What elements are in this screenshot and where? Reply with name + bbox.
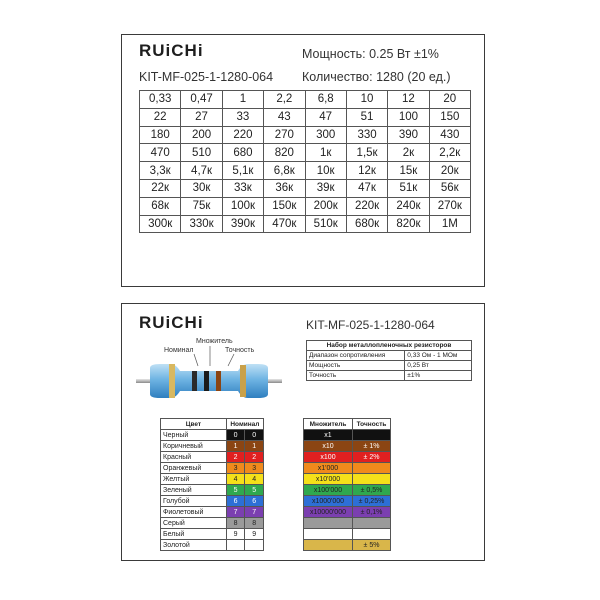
value-cell: 39к <box>305 179 346 197</box>
color-digit <box>245 540 264 551</box>
quantity: Количество: 1280 (20 ед.) <box>302 70 451 84</box>
values-row <box>140 108 471 126</box>
value-cell: 270к <box>429 197 470 215</box>
info-value: 0,33 Ом - 1 МОм <box>405 351 472 361</box>
tolerance-value <box>353 463 391 474</box>
color-name: Оранжевый <box>161 463 227 474</box>
band-1 <box>169 364 175 398</box>
color-name: Белый <box>161 529 227 540</box>
color-row <box>161 463 264 474</box>
value-cell: 20 <box>429 91 470 109</box>
value-cell: 150к <box>264 197 305 215</box>
multiplier-value: x10 <box>304 441 353 452</box>
color-table-header <box>161 419 264 430</box>
value-cell: 200 <box>181 126 222 144</box>
mult-row <box>304 441 391 452</box>
value-cell: 6,8к <box>264 162 305 180</box>
tolerance-value: ± 5% <box>353 540 391 551</box>
value-cell: 180 <box>140 126 181 144</box>
multiplier-value: x1 <box>304 430 353 441</box>
color-digit: 8 <box>226 518 245 529</box>
tolerance-value: ± 2% <box>353 452 391 463</box>
brand-logo-2: RUiCHi <box>139 313 204 332</box>
mult-row <box>304 430 391 441</box>
color-row <box>161 485 264 496</box>
color-name: Коричневый <box>161 441 227 452</box>
color-digit: 1 <box>245 441 264 452</box>
values-row <box>140 126 471 144</box>
value-cell: 47к <box>346 179 387 197</box>
value-cell: 68к <box>140 197 181 215</box>
info-label: Диапазон сопротивления <box>307 351 405 361</box>
value-cell: 22 <box>140 108 181 126</box>
value-cell: 300 <box>305 126 346 144</box>
value-cell: 36к <box>264 179 305 197</box>
brand-logo: RUiCHi <box>139 41 204 60</box>
value-cell: 27 <box>181 108 222 126</box>
info-value: 0,25 Вт <box>405 361 472 371</box>
tolerance-label: Точность <box>225 347 255 354</box>
mult-row <box>304 529 391 540</box>
power-rating: Мощность: 0.25 Вт ±1% <box>302 47 439 61</box>
mult-row <box>304 540 391 551</box>
values-row <box>140 162 471 180</box>
value-cell: 75к <box>181 197 222 215</box>
value-cell: 30к <box>181 179 222 197</box>
mult-row <box>304 463 391 474</box>
value-cell: 470 <box>140 144 181 162</box>
value-cell: 470к <box>264 215 305 233</box>
value-cell: 15к <box>388 162 429 180</box>
color-name: Голубой <box>161 496 227 507</box>
values-row <box>140 91 471 109</box>
color-digit: 0 <box>245 430 264 441</box>
value-cell: 220 <box>222 126 263 144</box>
color-digit: 3 <box>245 463 264 474</box>
value-cell: 680 <box>222 144 263 162</box>
band-5 <box>240 365 246 397</box>
value-cell: 330к <box>181 215 222 233</box>
value-cell: 3,3к <box>140 162 181 180</box>
color-digit: 8 <box>245 518 264 529</box>
value-cell: 820 <box>264 144 305 162</box>
values-row <box>140 215 471 233</box>
value-cell: 240к <box>388 197 429 215</box>
value-cell: 47 <box>305 108 346 126</box>
color-row <box>161 474 264 485</box>
value-cell: 330 <box>346 126 387 144</box>
value-cell: 430 <box>429 126 470 144</box>
value-cell: 51к <box>388 179 429 197</box>
value-cell: 12к <box>346 162 387 180</box>
header-nominal: Номинал <box>226 419 263 430</box>
multiplier-value <box>304 518 353 529</box>
value-cell: 33к <box>222 179 263 197</box>
color-name: Серый <box>161 518 227 529</box>
tolerance-value <box>353 474 391 485</box>
value-cell: 2к <box>388 144 429 162</box>
color-name: Черный <box>161 430 227 441</box>
color-digit: 9 <box>226 529 245 540</box>
color-row <box>161 540 264 551</box>
mult-row <box>304 485 391 496</box>
multiplier-value: x1000'000 <box>304 496 353 507</box>
color-digit: 0 <box>226 430 245 441</box>
value-cell: 43 <box>264 108 305 126</box>
value-cell: 820к <box>388 215 429 233</box>
info-label: Мощность <box>307 361 405 371</box>
color-name: Красный <box>161 452 227 463</box>
color-digit: 6 <box>245 496 264 507</box>
header-multiplier: Множитель <box>304 419 353 430</box>
color-digit: 3 <box>226 463 245 474</box>
tolerance-value: ± 0,25% <box>353 496 391 507</box>
kit-code-2: KIT-MF-025-1-1280-064 <box>306 318 435 332</box>
tolerance-value <box>353 529 391 540</box>
color-name: Желтый <box>161 474 227 485</box>
value-cell: 5,1к <box>222 162 263 180</box>
color-code-table <box>160 418 264 551</box>
kit-code: KIT-MF-025-1-1280-064 <box>139 70 274 84</box>
value-cell: 1,5к <box>346 144 387 162</box>
value-cell: 100 <box>388 108 429 126</box>
value-cell: 150 <box>429 108 470 126</box>
mult-row <box>304 496 391 507</box>
color-row <box>161 441 264 452</box>
nominal-label: Номинал <box>164 347 194 354</box>
color-digit: 6 <box>226 496 245 507</box>
value-cell: 4,7к <box>181 162 222 180</box>
band-4 <box>216 371 221 391</box>
color-row <box>161 529 264 540</box>
multiplier-table <box>303 418 391 551</box>
value-cell: 6,8 <box>305 91 346 109</box>
color-digit: 1 <box>226 441 245 452</box>
color-row <box>161 496 264 507</box>
value-cell: 0,47 <box>181 91 222 109</box>
mult-row <box>304 452 391 463</box>
values-row <box>140 144 471 162</box>
color-digit <box>226 540 245 551</box>
color-name: Зеленый <box>161 485 227 496</box>
value-cell: 220к <box>346 197 387 215</box>
color-name: Фиолетовый <box>161 507 227 518</box>
value-cell: 1М <box>429 215 470 233</box>
multiplier-value <box>304 540 353 551</box>
color-digit: 5 <box>245 485 264 496</box>
color-name: Золотой <box>161 540 227 551</box>
multiplier-value <box>304 529 353 540</box>
value-cell: 1 <box>222 91 263 109</box>
value-cell: 390к <box>222 215 263 233</box>
value-cell: 0,33 <box>140 91 181 109</box>
color-digit: 5 <box>226 485 245 496</box>
values-table <box>139 90 471 233</box>
color-row <box>161 518 264 529</box>
color-digit: 2 <box>226 452 245 463</box>
mult-table-header <box>304 419 391 430</box>
mult-row <box>304 474 391 485</box>
value-cell: 51 <box>346 108 387 126</box>
info-label: Точность <box>307 371 405 381</box>
multiplier-value: x1'000 <box>304 463 353 474</box>
color-digit: 2 <box>245 452 264 463</box>
value-cell: 390 <box>388 126 429 144</box>
value-cell: 270 <box>264 126 305 144</box>
color-digit: 7 <box>226 507 245 518</box>
value-cell: 680к <box>346 215 387 233</box>
value-cell: 56к <box>429 179 470 197</box>
band-2 <box>192 371 197 391</box>
value-cell: 200к <box>305 197 346 215</box>
tolerance-value <box>353 430 391 441</box>
color-digit: 4 <box>226 474 245 485</box>
values-row <box>140 197 471 215</box>
color-digit: 7 <box>245 507 264 518</box>
value-cell: 33 <box>222 108 263 126</box>
color-row <box>161 430 264 441</box>
tolerance-value: ± 0,5% <box>353 485 391 496</box>
header-color: Цвет <box>161 419 227 430</box>
header-tolerance: Точность <box>353 419 391 430</box>
multiplier-value: x10'000 <box>304 474 353 485</box>
mult-row <box>304 507 391 518</box>
value-cell: 20к <box>429 162 470 180</box>
color-digit: 9 <box>245 529 264 540</box>
value-cell: 300к <box>140 215 181 233</box>
value-cell: 2,2 <box>264 91 305 109</box>
color-digit: 4 <box>245 474 264 485</box>
kit-info-table <box>306 340 472 381</box>
band-3 <box>204 371 209 391</box>
value-cell: 100к <box>222 197 263 215</box>
band-pointer-lines <box>176 344 256 368</box>
info-title: Набор металлопленочных резисторов <box>307 341 472 351</box>
color-row <box>161 452 264 463</box>
value-cell: 22к <box>140 179 181 197</box>
info-value: ±1% <box>405 371 472 381</box>
value-cell: 10 <box>346 91 387 109</box>
tolerance-value <box>353 518 391 529</box>
color-row <box>161 507 264 518</box>
value-cell: 510 <box>181 144 222 162</box>
tolerance-value: ± 1% <box>353 441 391 452</box>
multiplier-value: x10000'000 <box>304 507 353 518</box>
multiplier-value: x100'000 <box>304 485 353 496</box>
value-cell: 2,2к <box>429 144 470 162</box>
value-cell: 12 <box>388 91 429 109</box>
mult-row <box>304 518 391 529</box>
multiplier-value: x100 <box>304 452 353 463</box>
tolerance-value: ± 0,1% <box>353 507 391 518</box>
value-cell: 10к <box>305 162 346 180</box>
value-cell: 510к <box>305 215 346 233</box>
values-row <box>140 179 471 197</box>
multiplier-label: Множитель <box>196 338 233 345</box>
value-cell: 1к <box>305 144 346 162</box>
